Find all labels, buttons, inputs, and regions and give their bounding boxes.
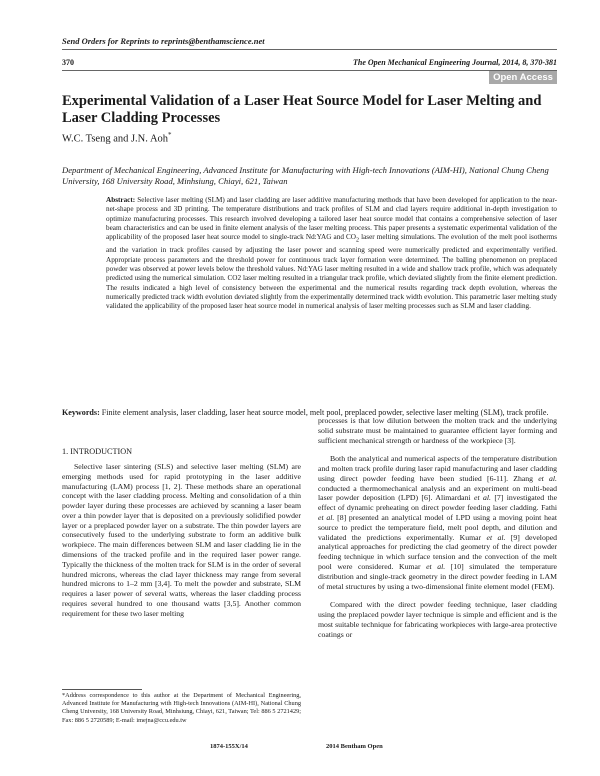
journal-rule bbox=[62, 70, 557, 71]
etal-1: et al. bbox=[538, 473, 557, 483]
etal-2: et al. bbox=[474, 493, 491, 503]
right-column bbox=[318, 416, 557, 639]
abstract-text-part1: Selective laser melting (SLM) and laser cladding are laser additive manufacturing methods that have been developed for application to the near-net-shape process and 3D printing. The temperature distributions and track profiles of SLM and clad layers require additional in-depth investigation to optimize manufacturing processes. This research involved developing a tailored laser heat source model that contains a comprehensive selection of laser beam characteristics and can be used in finite element analysis of the laser melting process. This paper presents a systematic experimental validation of the applicability of the proposed laser heat source model to single-track Nd:YAG and CO bbox=[106, 196, 557, 242]
authors-names: W.C. Tseng and J.N. Aoh bbox=[62, 133, 169, 145]
reprint-note: Send Orders for Reprints to reprints@benthamscience.net bbox=[62, 36, 265, 46]
p2-text-a: Both the analytical and numerical aspects of the temperature distribution and molten track profile during laser rapid manufacturing and laser cladding using direct powder feeding have been studied [6-11]. Zhang bbox=[318, 454, 557, 483]
abstract bbox=[106, 196, 557, 312]
left-column bbox=[62, 462, 301, 619]
journal-citation: The Open Mechanical Engineering Journal, 2014, 8, 370-381 bbox=[352, 58, 557, 67]
keywords-label: Keywords: bbox=[62, 408, 100, 417]
abstract-subscript: 2 bbox=[356, 237, 360, 244]
author-list bbox=[62, 131, 172, 145]
p2-text-b: conducted a thermomechanical analysis and an experiment on multi-bead laser powder deposition (LPD) [6]. Alimardani bbox=[318, 483, 557, 503]
footnote-rule bbox=[62, 689, 142, 690]
right-paragraph-3: Compared with the direct powder feeding technique, laser cladding using the preplaced powder layer technique is simple and efficient and is the most suitable technique for fabricating workpieces with large-area protective coatings or bbox=[318, 600, 557, 639]
article-title: Experimental Validation of a Laser Heat Source Model for Laser Melting and Laser Cladding Processes bbox=[62, 93, 542, 126]
issn: 1874-155X/14 bbox=[210, 743, 248, 750]
etal-5: et al. bbox=[426, 561, 446, 571]
p2-text-f: [10] simulated the temperature distribution and single-track geometry in the direct powder feeding in LAM of metal structures by using a two-dimensional finite element model (FEM). bbox=[318, 561, 557, 591]
etal-4: et al. bbox=[486, 532, 506, 542]
p2-text-e: [9] developed analytical approaches for predicting the clad geometry of the direct powder feeding technique in which surface tension and the convection of the melt pool were considered. Kumar bbox=[318, 532, 558, 571]
p2-text-c: [7] investigated the effect of dynamic preheating on direct powder feeding laser cladding. Fathi bbox=[318, 493, 558, 513]
section-heading: 1. INTRODUCTION bbox=[62, 447, 133, 456]
right-paragraph-1: processes is that low dilution between the molten track and the underlying solid substrate must be maintained to guarantee efficient layer forming and sufficient mechanical strength or hardness of the workpiece [3]. bbox=[318, 416, 557, 445]
correspondence-footnote: *Address correspondence to this author at the Department of Mechanical Engineering, Advanced Institute for Manufacturing with High-tech Innovations (AIM-HI), National Chung Cheng University, 168 University Road, Minhsiung, Chiayi, 621, Taiwan; Tel: 886 5 2721429; Fax: 886 5 2720589; E-mail: imejna@ccu.edu.tw bbox=[62, 692, 301, 724]
publisher: 2014 Bentham Open bbox=[326, 743, 383, 750]
p2-text-d: [8] presented an analytical model of LPD using a moving point heat source to predict the temperature field, melt pool depth, and dilution and validated the predictions experimentally. Kumar bbox=[318, 513, 558, 542]
abstract-text-part2: laser melting simulations. The evolution of the melt pool isotherms and the variation in track profiles caused by adjusting the laser power and scanning speed were numerically predicted and experimentally verified. Appropriate process parameters and the threshold power for continuous track layer formation were determined. The balling phenomenon on preplaced powder was observed at power levels below the threshold values. Nd:YAG laser melting resulted in a wide and shallow track profile, which was adequately predicted using the numerical simulation. CO2 laser melting resulted in a triangular track profile, which deviated slightly from the finite element prediction. The results indicated a high level of consistency between the experimental and the numerical results regarding track depth evolution, whereas the numerically predicted track width evolution deviated slightly from the experimentally determined track width evolution. This parametric laser melting study validated the applicability of the proposed laser heat source model in numerical analysis of laser melting processes such as SLM and laser cladding. bbox=[106, 233, 557, 311]
page-number: 370 bbox=[62, 58, 74, 67]
affiliation: Department of Mechanical Engineering, Advanced Institute for Manufacturing with High-tech Innovations (AIM-HI), National Chung Cheng University, 168 University Road, Minhsiung, Chiayi, 621, Taiwan bbox=[62, 165, 549, 186]
etal-3: et al. bbox=[318, 513, 335, 523]
right-paragraph-2 bbox=[318, 454, 557, 591]
intro-paragraph: Selective laser sintering (SLS) and selective laser melting (SLM) are emerging methods used for rapid prototyping in the laser additive manufacturing (LAM) process [1, 2]. These methods share an operational concept with the laser cladding process. Melting and consolidation of a thin powder layer during these processes are achieved by scanning a laser beam over a thin powder layer that is deposited on a previously solidified powder layer or a preplaced powder layer on a substrate. The thin powder layers are consecutively fused to the underlying substrate to form an additive bulk workpiece. The main differences between SLM and laser cladding lie in the dimensions of the tracked profile and in the required laser power range. Typically the thickness of the molten track for SLM is in the order of several hundred microns, whereas the clad layer thickness may range from several hundred microns to 1–2 mm [3,4]. To melt the powder and substrate, SLM requires a laser power of several watts, whereas the laser cladding process requires several hundred to one thousand watts [3,5]. Another common requirement for these two laser melting bbox=[62, 462, 301, 618]
corresponding-author-mark: * bbox=[168, 131, 172, 139]
abstract-label: Abstract: bbox=[106, 196, 136, 204]
keywords-text: Finite element analysis, laser cladding, laser heat source model, melt pool, preplaced powder, selective laser melting (SLM), track profile. bbox=[99, 408, 549, 417]
open-access-badge: Open Access bbox=[489, 71, 557, 84]
header-rule bbox=[62, 49, 557, 50]
